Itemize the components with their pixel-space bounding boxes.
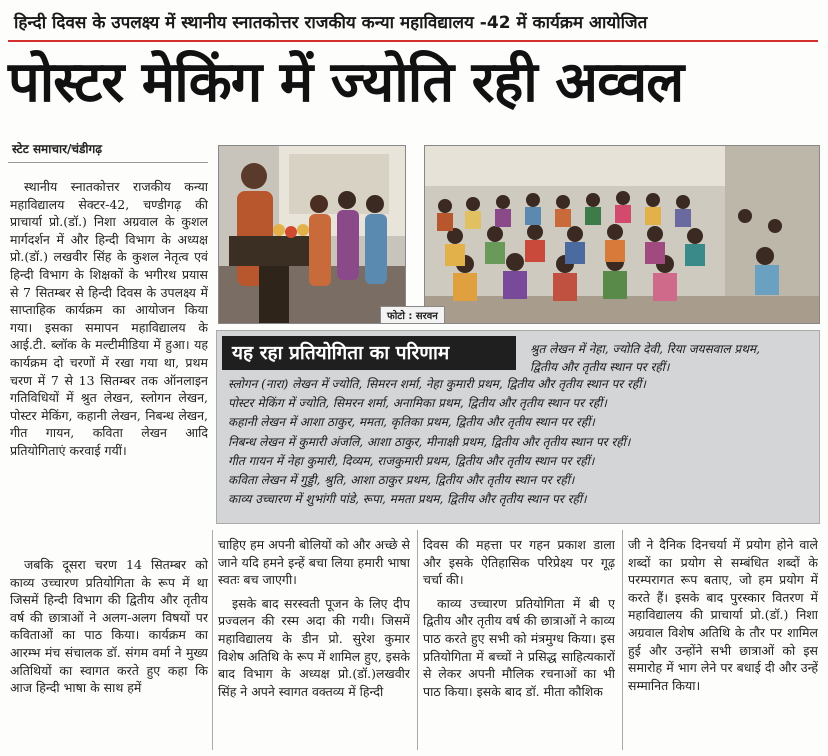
results-line: श्रुत लेखन में नेहा, ज्योति देवी, रिया जयसवाल प्रथम,	[530, 342, 760, 356]
results-line: पोस्टर मेकिंग में ज्योति, सिमरन शर्मा, अनामिका प्रथम, द्वितीय और तृतीय स्थान पर रहीं।	[228, 396, 607, 411]
kicker-divider	[8, 40, 818, 42]
article-paragraph: इसके बाद सरस्वती पूजन के लिए दीप प्रज्वलन की रस्म अदा की गयी। जिसमें महाविद्यालय के डीन प्रो. सुरेश कुमार विशेष अतिथि के रूप में शामिल हुए, इसके बाद विभाग के अध्यक्ष प्रो.(डॉ.)लखवीर सिंह ने अपने स्वागत वक्तव्य में हिन्दी	[218, 595, 410, 699]
article-column-1b	[10, 556, 208, 752]
photo-audience	[424, 145, 820, 324]
article-paragraph: स्थानीय स्नातकोत्तर राजकीय कन्या महाविद्यालय सेक्टर-42, चण्डीगढ़ की प्राचार्या प्रो.(डॉ.) निशा अग्रवाल के कुशल मार्गदर्शन में और हिन्दी विभाग के अध्यक्ष प्रो.(डॉ.) लखवीर सिंह के कुशल नेतृत्व एवं हिन्दी विभाग के शिक्षकों के भगीरथ प्रयास से 7 सितम्बर से हिन्दी दिवस के उपलक्ष्य में साप्ताहिक कार्यक्रम का आयोजन किया गया। इसका समापन महाविद्यालय के आई.टी. ब्लॉक के मल्टीमीडिया में हुआ। यह कार्यक्रम दो चरणों में रखा गया था, प्रथम चरण में 7 से 13 सितम्बर तक ऑनलाइन गतिविधियों में श्रुत लेखन, स्लोगन लेखन, पोस्टर मेकिंग, कहानी लेखन, निबन्ध लेखन, गीत गायन, कविता लेखन आदि प्रतियोगिताएं करवाई गयीं।	[10, 179, 208, 458]
article-column-4	[628, 536, 818, 752]
article-column-3	[423, 536, 615, 752]
byline: स्टेट समाचार/चंडीगढ़	[12, 142, 103, 156]
results-line: द्वितीय और तृतीय स्थान पर रहीं।	[530, 360, 670, 374]
article-paragraph: चाहिए हम अपनी बोलियों को और अच्छे से जाने यदि हमने इन्हें बचा लिया हमारी भाषा स्वतः बच जाएगी।	[218, 537, 410, 588]
results-line: कहानी लेखन में आशा ठाकुर, ममता, कृतिका प्रथम, द्वितीय और तृतीय स्थान पर रहीं।	[228, 415, 595, 430]
column-divider	[417, 530, 418, 750]
photo-stage-speaker	[218, 145, 406, 324]
photo-credit: फोटो : सरवन	[380, 306, 445, 324]
article-column-1	[10, 178, 208, 550]
byline-divider	[8, 162, 208, 163]
column-divider	[212, 530, 213, 750]
article-column-2	[218, 536, 410, 752]
main-headline: पोस्टर मेकिंग में ज्योति रही अव्वल	[8, 50, 684, 115]
results-line: कविता लेखन में गुड्डी, श्रुति, आशा ठाकुर प्रथम, द्वितीय और तृतीय स्थान पर रहीं।	[228, 473, 575, 488]
column-divider	[622, 530, 623, 750]
results-list	[228, 375, 808, 509]
article-paragraph: दिवस की महत्ता पर गहन प्रकाश डाला और इसके ऐतिहासिक परिप्रेक्ष्य पर गूढ़ चर्चा की।	[423, 537, 615, 588]
results-line: निबन्ध लेखन में कुमारी अंजलि, आशा ठाकुर, मीनाक्षी प्रथम, द्वितीय और तृतीय स्थान पर रहीं।	[228, 434, 631, 449]
article-paragraph: जबकि दूसरा चरण 14 सितम्बर को काव्य उच्चारण प्रतियोगिता के रूप में था जिसमें हिन्दी विभाग की द्वितीय और तृतीय वर्ष की छात्राओं ने अलग-अलग विषयों पर कविताओं का पाठ किया। कार्यक्रम का आरम्भ मंच संचालक डॉ. संगम वर्मा ने मुख्य अतिथियों का स्वागत करते हुए कहा कि आज हिन्दी भाषा के साथ हमें	[10, 557, 208, 696]
results-line: काव्य उच्चारण में शुभांगी पांडे, रूपा, ममता प्रथम, द्वितीय और तृतीय स्थान पर रहीं।	[228, 492, 587, 507]
article-paragraph: जी ने दैनिक दिनचर्या में प्रयोग होने वाले शब्दों का प्रयोग से सम्बंधित शब्दों के परम्परागत रूप बताए, जो हम प्रयोग में करते हैं। इसके बाद पुरस्कार वितरण में महाविद्यालय की प्राचार्या प्रो.(डॉ.) निशा अग्रवाल विशेष अतिथि के तौर पर शामिल हुई और उन्होंने सभी छात्राओं को इस समारोह में भाग लेने पर बधाई दी और उन्हें सम्मानित किया।	[628, 537, 818, 693]
article-paragraph: काव्य उच्चारण प्रतियोगिता में बी ए द्वितीय और तृतीय वर्ष की छात्राओं ने काव्य पाठ करते हुए सभी को मंत्रमुग्ध किया। इस प्रतियोगिता में बच्चों ने प्रसिद्ध साहित्यकारों से लेकर अपनी मौलिक रचनाओं का भी पाठ किया। इसके बाद डॉ. मीता कौशिक	[423, 595, 615, 699]
results-first-item	[530, 340, 810, 376]
results-line: स्लोगन (नारा) लेखन में ज्योति, सिमरन शर्मा, नेहा कुमारी प्रथम, द्वितीय और तृतीय स्थान पर रहीं।	[228, 377, 646, 391]
results-line: गीत गायन में नेहा कुमारी, दिव्यम, राजकुमारी प्रथम, द्वितीय और तृतीय स्थान पर रहीं।	[228, 453, 595, 468]
kicker-headline: हिन्दी दिवस के उपलक्ष्य में स्थानीय स्नातकोत्तर राजकीय कन्या महाविद्यालय -42 में कार्यक्रम आयोजित	[14, 13, 648, 33]
results-title: यह रहा प्रतियोगिता का परिणाम	[222, 336, 516, 370]
